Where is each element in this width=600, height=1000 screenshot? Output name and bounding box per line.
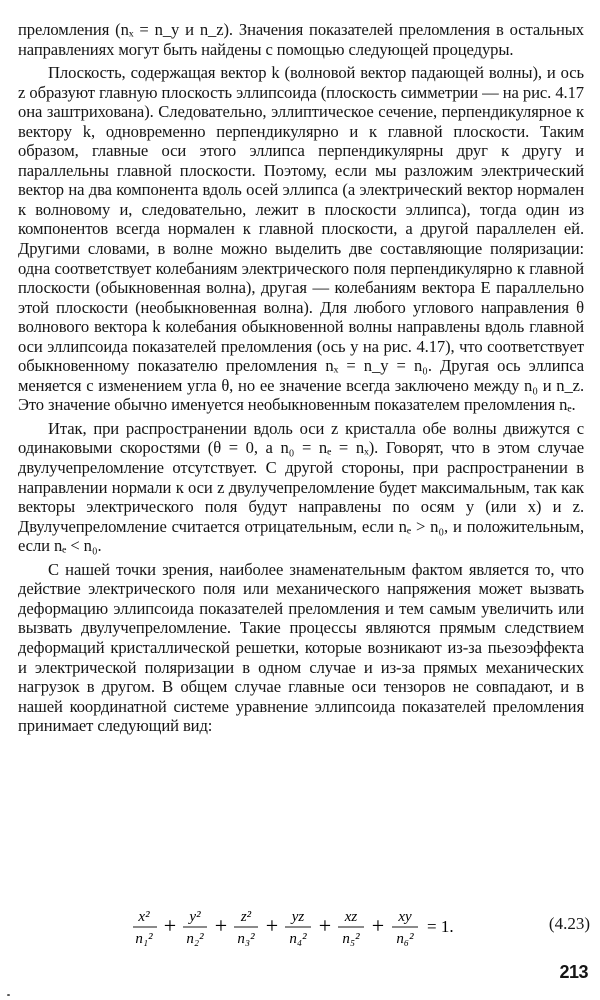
paragraph-4: С нашей точки зрения, наиболее знаменательным фактом является то, что действие электрического поля или механического напряжения может вызвать деформацию эллипсоида показателей преломления и тем самым увеличить или вызвать двулучепреломление. Такие процессы являются прямым следствием деформаций кристаллической решетки, которые возникают из-за пьезоэффекта и электрической поляризации в одном случае и из-за прямых механических нагрузок в другом. В общем случае главные оси тензоров не совпадают, и в нашей координатной системе уравнение эллипсоида показателей преломления принимает следующий вид:: [18, 559, 584, 736]
term-5-denominator: n₅²: [342, 931, 360, 947]
term-2: [183, 909, 207, 947]
term-1-denominator: n₁²: [135, 931, 153, 947]
page-number: 213: [559, 962, 588, 982]
plus-sign-3: +: [265, 913, 279, 938]
term-2-denominator: n₂²: [186, 931, 204, 947]
equation-rhs: = 1.: [427, 917, 454, 936]
page-body: [18, 20, 584, 736]
term-2-numerator: y²: [189, 909, 201, 925]
paragraph-1: преломления (nₓ = n_y и n_z). Значения показателей преломления в остальных направлениях могут быть найдены с помощью следующей процедуры.: [18, 20, 584, 59]
term-1: [133, 909, 157, 947]
term-6-denominator: n₆²: [396, 931, 414, 947]
plus-sign-2: +: [214, 913, 228, 938]
term-5: [338, 909, 364, 947]
paragraph-2: Плоскость, содержащая вектор k (волновой вектор падающей волны), и ось z образуют главную плоскость эллипсоида (плоскость симметрии — на рис. 4.17 она заштрихована). Следовательно, эллиптическое сечение, перпендикулярное к вектору k, одновременно перпендикулярно и к главной плоскости. Таким образом, главные оси этого эллипса перпендикулярны друг к другу и параллельны главной плоскости. Поэтому, если мы разложим электрический вектор на два компонента вдоль осей эллипса (а электрический вектор нормален к волновому и, следовательно, лежит в плоскости эллипса), тогда один из компонентов всегда нормален к главной плоскости, а другой параллелен ей. Другими словами, в волне можно выделить две составляющие поляризации: одна соответствует колебаниям электрического поля перпендикулярно к главной плоскости (обыкновенная волна), другая — колебаниям вектора E параллельно этой плоскости (необыкновенная волна). Для любого углового направления θ волнового вектора k колебания обыкновенной волны направлены вдоль главной оси эллипсоида показателей преломления (ось y на рис. 4.17), что соответствует обыкновенному показателю преломления nₓ = n_y = n₀. Другая ось эллипса меняется с изменением угла θ, но ее значение всегда заключено между n₀ и n_z. Это значение обычно именуется необыкновенным показателем преломления nₑ.: [18, 63, 584, 415]
plus-sign-1: +: [163, 913, 177, 938]
term-5-numerator: xz: [344, 909, 358, 925]
paragraph-3: Итак, при распространении вдоль оси z кристалла обе волны движутся с одинаковыми скоростями (θ = 0, а n₀ = nₑ = nₓ). Говорят, что в этом случае двулучепреломление отсутствует. С другой стороны, при распространении в направлении нормали к оси z двулучепреломление будет максимальным, так как векторы электрического поля будут направлены по осям y (или x) и z. Двулучепреломление считается отрицательным, если nₑ > n₀, и положительным, если nₑ < n₀.: [18, 418, 584, 556]
term-4-denominator: n₄²: [289, 931, 307, 947]
term-3: [234, 909, 258, 947]
term-3-denominator: n₃²: [237, 931, 255, 947]
term-1-numerator: x²: [138, 909, 150, 925]
plus-sign-4: +: [318, 913, 332, 938]
scan-speck: [7, 994, 10, 996]
equation-number: (4.23): [548, 914, 590, 933]
plus-sign-5: +: [371, 913, 385, 938]
equation-4-23: [125, 905, 590, 949]
term-4-numerator: yz: [291, 909, 305, 925]
equation-terms: [125, 905, 475, 949]
term-4: [285, 909, 311, 947]
term-6: [392, 909, 418, 947]
term-6-numerator: xy: [398, 909, 412, 925]
term-3-numerator: z²: [240, 909, 252, 925]
